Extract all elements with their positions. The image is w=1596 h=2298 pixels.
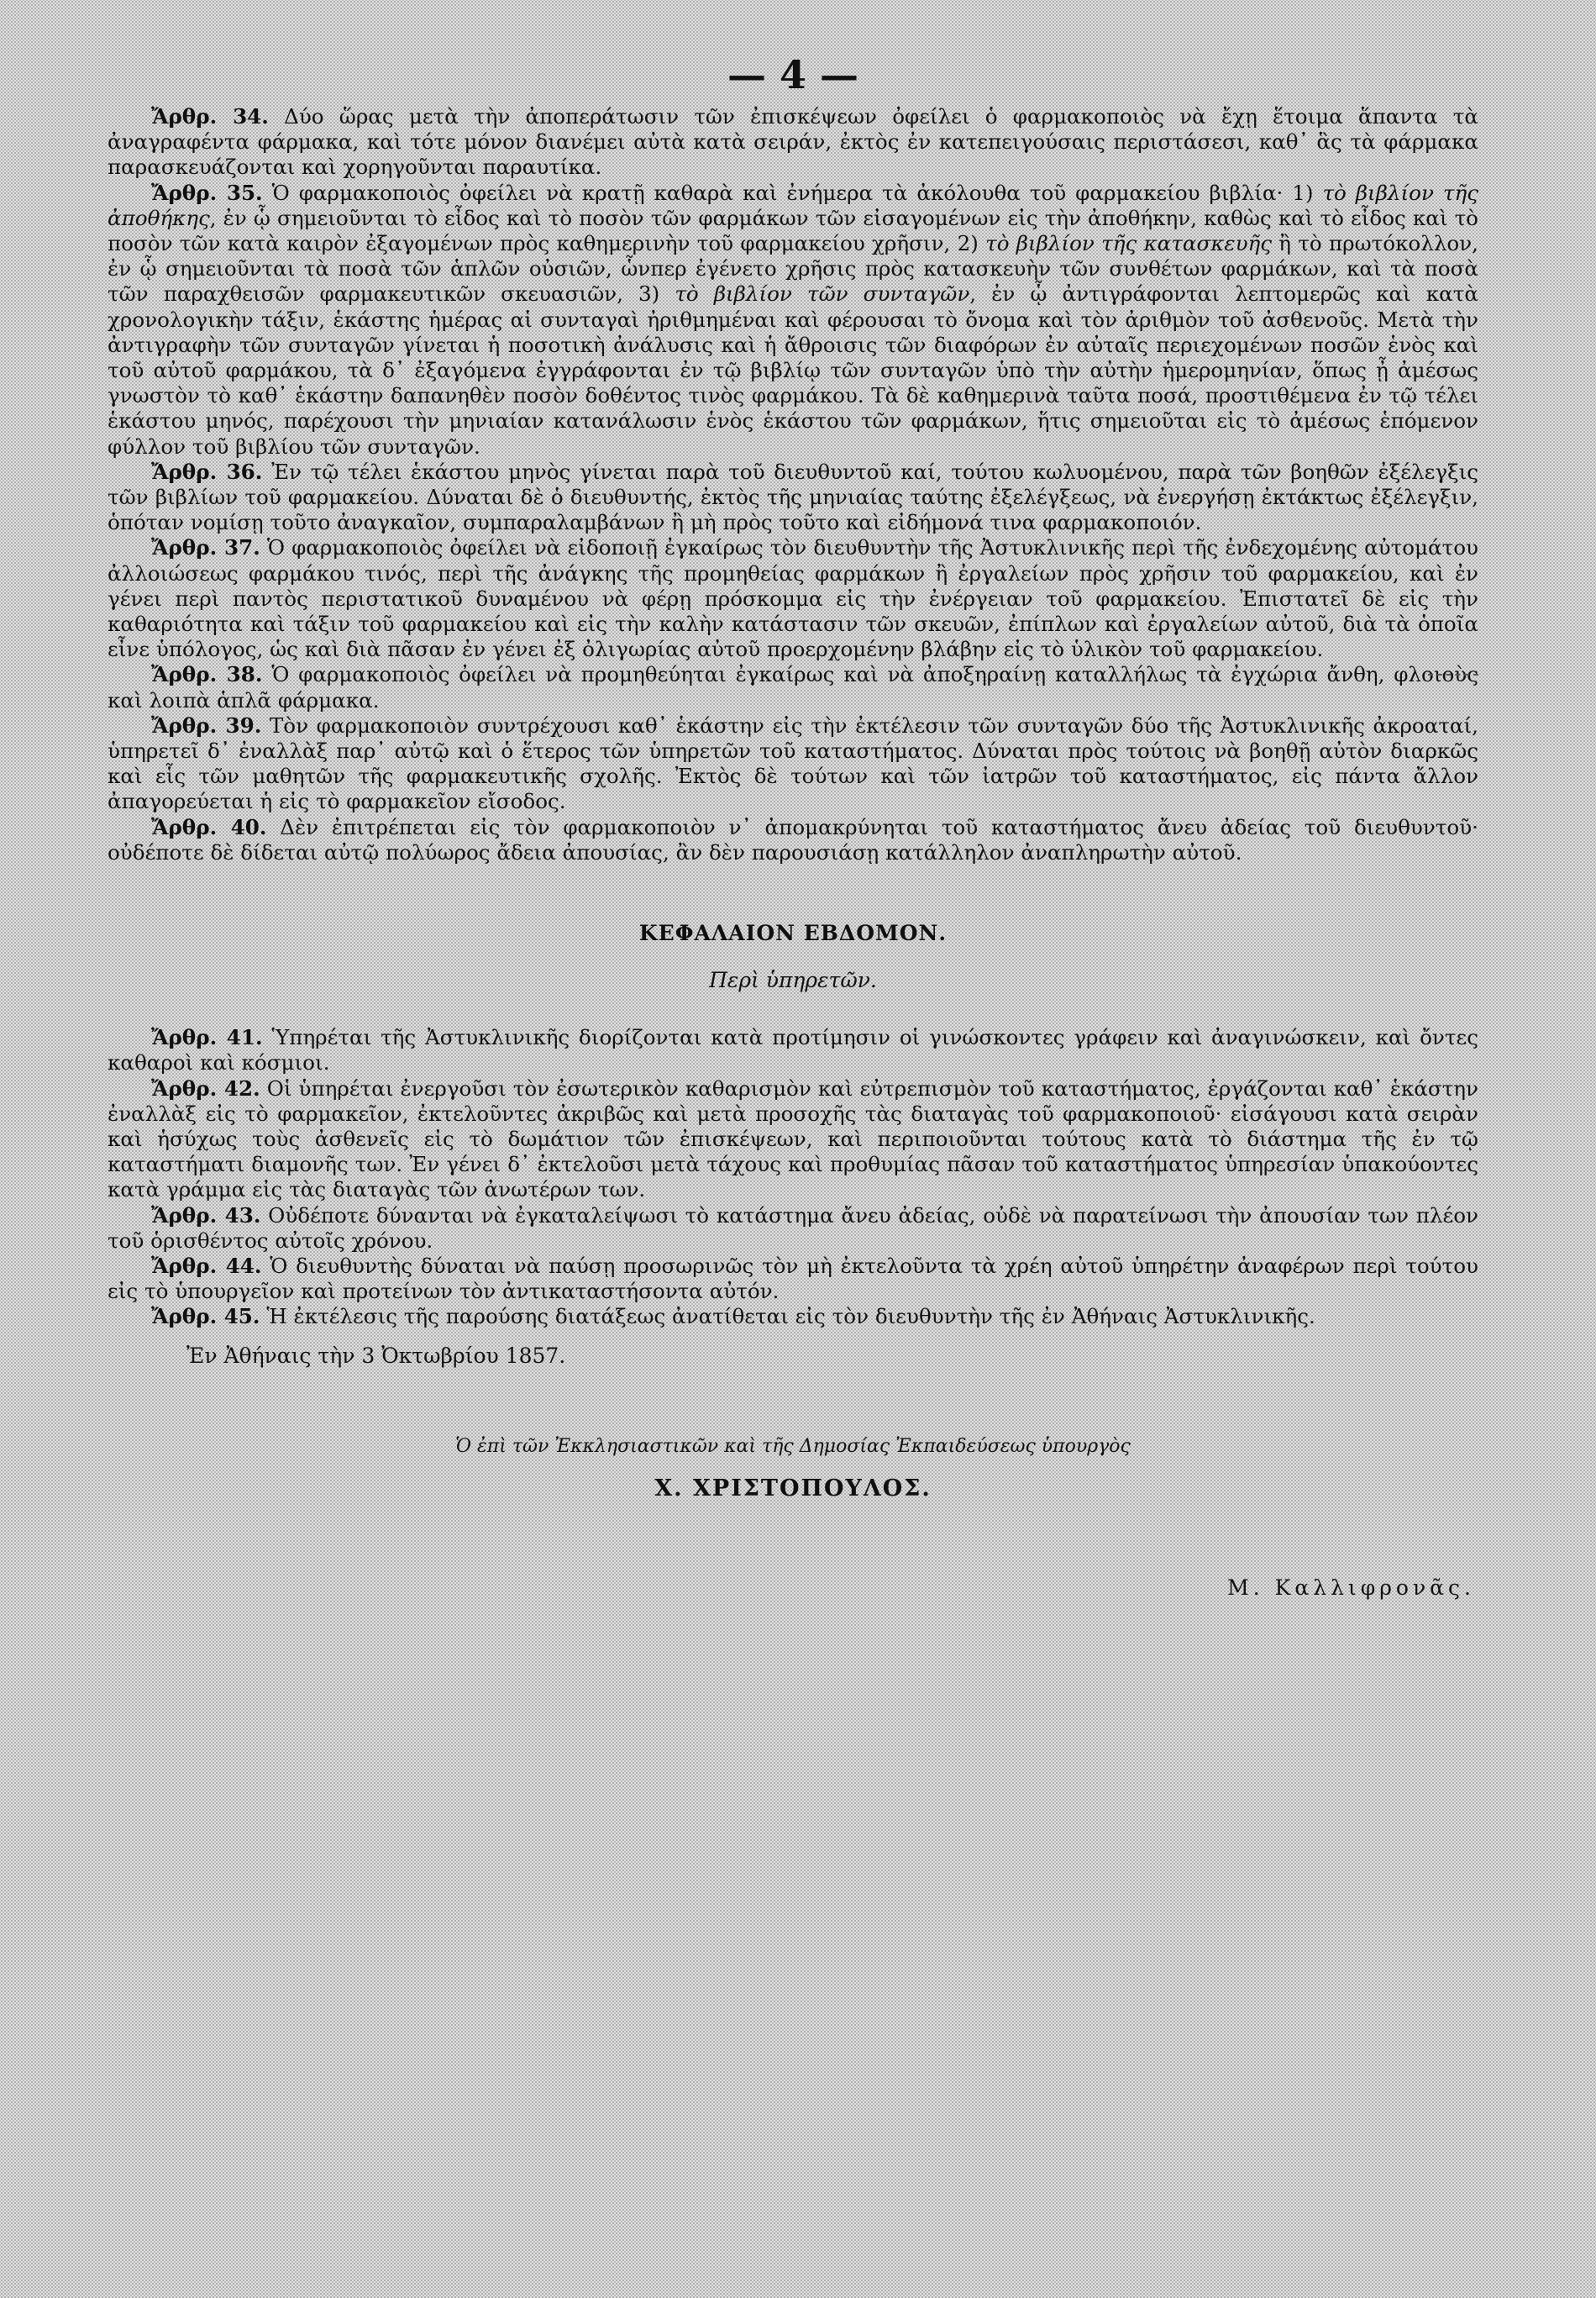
document-page <box>108 49 1478 2284</box>
article-paragraph <box>108 1203 1478 1254</box>
minister-title: Ὁ ἐπὶ τῶν Ἐκκλησιαστικῶν καὶ τῆς Δημοσίας Ἐκπαιδεύσεως ὑπουργὸς <box>455 1435 1131 1457</box>
article-paragraph <box>108 662 1478 713</box>
article-paragraph <box>108 1025 1478 1075</box>
article-label: Ἄρθρ. 36. <box>151 459 263 484</box>
articles-section-servants <box>108 1025 1478 1329</box>
article-label: Ἄρθρ. 45. <box>151 1304 260 1329</box>
article-text: Ὁ φαρμακοποιὸς ὀφείλει νὰ εἰδοποιῇ ἐγκαίρως τὸν διευθυντὴν τῆς Ἀστυκλινικῆς περὶ τῆς ἐνδεχομένης αὐτομάτου ἀλλοιώσεως φαρμάκου τινός, περὶ τῆς ἀνάγκης τῆς προμηθείας φαρμάκων ἢ ἐργαλείων πρὸς χρῆσιν τοῦ φαρμακείου, καὶ ἐν γένει περὶ παντὸς περιστατικοῦ δυναμένου νὰ φέρῃ πρόσκομμα εἰς τὴν ἐνέργειαν τοῦ φαρμακείου. Ἐπιστατεῖ δὲ εἰς τὴν καθαριότητα καὶ τάξιν τοῦ φαρμακείου καὶ εἰς τὴν καλὴν κατάστασιν τῶν σκευῶν, ἐπίπλων καὶ ἐργαλείων αὐτοῦ, διὰ τὰ ὁποῖα εἶνε ὑπόλογος, ὡς καὶ διὰ πᾶσαν ἐν γένει ἐξ ὀλιγωρίας αὐτοῦ προερχομένην βλάβην εἰς τὸ ὑλικὸν τοῦ φαρμακείου. <box>108 535 1478 662</box>
article-label: Ἄρθρ. 35. <box>151 180 263 205</box>
article-text: Τὸν φαρμακοποιὸν συντρέχουσι καθ᾽ ἑκάστην εἰς τὴν ἐκτέλεσιν τῶν συνταγῶν δύο τῆς Ἀστυκλινικῆς ἀκροαταί, ὑπηρετεῖ δ᾽ ἐναλλὰξ παρ᾽ αὐτῷ καὶ ὁ ἕτερος τῶν ὑπηρετῶν τοῦ καταστήματος. Δύναται πρὸς τούτοις νὰ βοηθῇ αὐτὸν διαρκῶς καὶ εἷς τῶν μαθητῶν τῆς φαρμακευτικῆς σχολῆς. Ἐκτὸς δὲ τούτων καὶ τῶν ἰατρῶν τοῦ καταστήματος, εἰς πάντα ἄλλον ἀπαγορεύεται ἡ εἰς τὸ φαρμακεῖον εἴσοδος. <box>108 713 1478 814</box>
chapter-heading: ΚΕΦΑΛΑΙΟΝ ΕΒΔΟΜΟΝ. <box>638 921 948 946</box>
book-title-text: τὸ βιβλίον τῶν συνταγῶν <box>675 281 970 307</box>
article-label: Ἄρθρ. 40. <box>151 814 267 839</box>
article-text: Οἱ ὑπηρέται ἐνεργοῦσι τὸν ἐσωτερικὸν καθαρισμὸν καὶ εὐτρεπισμὸν τοῦ καταστήματος, ἐργάζονται καθ᾽ ἑκάστην ἐναλλὰξ εἰς τὸ φαρμακεῖον, ἐκτελοῦντες ἀκριβῶς καὶ μετὰ προσοχῆς τὰς διαταγὰς τοῦ φαρμακοποιοῦ· εἰσάγουσι κατὰ σειρὰν καὶ ἡσύχως τοὺς ἀσθενεῖς εἰς τὸ δωμάτιον τῶν ἐπισκέψεων, καὶ περιποιοῦνται τούτους κατὰ τὸ διάστημα τῆς ἐν τῷ καταστήματι διαμονῆς των. Ἐν γένει δ᾽ ἐκτελοῦσι μετὰ τάχους καὶ προθυμίας πᾶσαν τοῦ καταστήματος ὑπηρεσίαν ὑπακούοντες κατὰ γράμμα εἰς τὰς διαταγὰς τῶν ἀνωτέρων των. <box>108 1075 1478 1202</box>
article-paragraph <box>108 535 1478 662</box>
book-title-text: τὸ βιβλίον τῆς κατασκευῆς <box>985 231 1273 256</box>
article-text: Ἡ ἐκτέλεσις τῆς παρούσης διατάξεως ἀνατίθεται εἰς τὸν διευθυντὴν τῆς ἐν Ἀθήναις Ἀστυκλινικῆς. <box>266 1304 1315 1329</box>
date-line: Ἐν Ἀθήναις τὴν 3 Ὀκτωβρίου 1857. <box>186 1343 566 1368</box>
article-paragraph <box>108 713 1478 815</box>
article-text: Δὲν ἐπιτρέπεται εἰς τὸν φαρμακοποιὸν ν᾽ ἀπομακρύνηται τοῦ καταστήματος ἄνευ ἀδείας τοῦ διευθυντοῦ· οὐδέποτε δὲ δίδεται αὐτῷ πολύωρος ἄδεια ἀπουσίας, ἂν δὲν παρουσιάσῃ κατάλληλον ἀναπληρωτὴν αὐτοῦ. <box>108 814 1478 865</box>
article-label: Ἄρθρ. 39. <box>151 713 262 738</box>
article-text: , ἐν ᾧ σημειοῦνται τὸ εἶδος καὶ τὸ ποσὸν τῶν φαρμάκων τῶν εἰσαγομένων εἰς τὴν ἀποθήκην, καθὼς καὶ τὸ εἶδος καὶ τὸ ποσὸν τῶν κατὰ καιρὸν ἐξαγομένων πρὸς καθημερινὴν τοῦ φαρμακείου χρῆσιν, 2) <box>108 205 1478 256</box>
article-label: Ἄρθρ. 43. <box>151 1202 261 1228</box>
article-label: Ἄρθρ. 44. <box>151 1253 262 1278</box>
article-paragraph <box>108 460 1478 536</box>
article-paragraph <box>108 1076 1478 1203</box>
article-text: Ὑπηρέται τῆς Ἀστυκλινικῆς διορίζονται κατὰ προτίμησιν οἱ γινώσκοντες γράφειν καὶ ἀναγινώσκειν, καὶ ὄντες καθαροὶ καὶ κόσμιοι. <box>108 1025 1478 1075</box>
article-text: Ὁ διευθυντὴς δύναται νὰ παύσῃ προσωρινῶς τὸν μὴ ἐκτελοῦντα τὰ χρέη αὐτοῦ ὑπηρέτην ἀναφέρων περὶ τούτου εἰς τὸ ὑπουργεῖον καὶ προτείνων τὸν ἀντικαταστήσοντα αὐτόν. <box>108 1253 1478 1304</box>
article-paragraph <box>108 181 1478 460</box>
page-number: — 4 — <box>727 52 859 97</box>
article-paragraph <box>108 1254 1478 1304</box>
article-label: Ἄρθρ. 42. <box>151 1075 260 1101</box>
article-paragraph <box>108 815 1478 865</box>
article-text: Ἐν τῷ τέλει ἑκάστου μηνὸς γίνεται παρὰ τοῦ διευθυντοῦ καί, τούτου κωλυομένου, παρὰ τῶν βοηθῶν ἐξέλεγξις τῶν βιβλίων τοῦ φαρμακείου. Δύναται δὲ ὁ διευθυντής, ἐκτὸς τῆς μηνιαίας ταύτης ἐξελέγξεως, νὰ ἐνεργήσῃ ἐκτάκτως ἐξέλεγξιν, ὁπόταν νομίσῃ τοῦτο ἀναγκαῖον, συμπαραλαμβάνων ἢ μὴ πρὸς τοῦτο καὶ εἰδήμονά τινα φαρμακοποιόν. <box>108 459 1478 535</box>
article-text: , ἐν ᾧ ἀντιγράφονται λεπτομερῶς καὶ κατὰ χρονολογικὴν τάξιν, ἑκάστης ἡμέρας αἱ συνταγαὶ ἠριθμημέναι καὶ φέρουσαι τὸ ὄνομα καὶ τὸν ἀριθμὸν τοῦ ἀσθενοῦς. Μετὰ τὴν ἀντιγραφὴν τῶν συνταγῶν γίνεται ἡ ποσοτικὴ ἀνάλυσις καὶ ἡ ἄθροισις τῶν διαφόρων ἐν αὐταῖς περιεχομένων ποσῶν ἑνὸς καὶ τοῦ αὐτοῦ φαρμάκου, τὰ δ᾽ ἐξαγόμενα ἐγγράφονται ἐν τῷ βιβλίῳ τῶν συνταγῶν ὑπὸ τὴν αὐτὴν ἡμερομηνίαν, ὅπως ᾖ ἀμέσως γνωστὸν τὸ καθ᾽ ἑκάστην δαπανηθὲν ποσὸν δοθέντος τινὸς φαρμάκου. Τὰ δὲ καθημερινὰ ταῦτα ποσά, προστιθέμενα ἐν τῷ τέλει ἑκάστου μηνός, παρέχουσι τὴν μηνιαίαν κατανάλωσιν ἑνὸς ἑκάστου τῶν φαρμάκων, ἥτις σημειοῦται εἰς τὸ ἀμέσως ἑπόμενον φύλλον τοῦ βιβλίου τῶν συνταγῶν. <box>108 281 1478 459</box>
book-title-text: τὸ βιβλίον τῆς ἀποθήκης <box>108 180 1478 230</box>
articles-section <box>108 104 1478 865</box>
article-label: Ἄρθρ. 34. <box>151 104 269 129</box>
article-text: Ὁ φαρμακοποιὸς ὀφείλει νὰ κρατῇ καθαρὰ καὶ ἐνήμερα τὰ ἀκόλουθα τοῦ φαρμακείου βιβλία· 1) <box>271 180 1323 205</box>
article-label: Ἄρθρ. 37. <box>151 535 260 560</box>
article-label: Ἄρθρ. 38. <box>151 662 263 687</box>
article-paragraph <box>108 104 1478 181</box>
article-label: Ἄρθρ. 41. <box>151 1025 263 1050</box>
article-text: Ὁ φαρμακοποιὸς ὀφείλει νὰ προμηθεύηται ἐγκαίρως καὶ νὰ ἀποξηραίνῃ καταλλήλως τὰ ἐγχώρια ἄνθη, φλοιοὺς καὶ λοιπὰ ἁπλᾶ φάρμακα. <box>108 662 1479 713</box>
signatory-name: Χ. ΧΡΙΣΤΟΠΟΥΛΟΣ. <box>654 1475 932 1501</box>
chapter-subtitle: Περὶ ὑπηρετῶν. <box>709 968 877 993</box>
article-text: Οὐδέποτε δύνανται νὰ ἐγκαταλείψωσι τὸ κατάστημα ἄνευ ἀδείας, οὐδὲ νὰ παρατείνωσι τὴν ἀπουσίαν των πλέον τοῦ ὁρισθέντος αὐτοῖς χρόνου. <box>108 1202 1478 1253</box>
margin-dash-mark <box>1428 674 1478 676</box>
countersign-name: Μ. Καλλιφρονᾶς. <box>1227 1575 1475 1600</box>
article-text: Δύο ὥρας μετὰ τὴν ἀποπεράτωσιν τῶν ἐπισκέψεων ὀφείλει ὁ φαρμακοποιὸς νὰ ἔχῃ ἕτοιμα ἅπαντα τὰ ἀναγραφέντα φάρμακα, καὶ τότε μόνον διανέμει αὐτὰ κατὰ σειράν, ἐκτὸς ἐν κατεπειγούσαις περιστάσεσι, καθ᾽ ἃς τὰ φάρμακα παρασκευάζονται καὶ χορηγοῦνται παραυτίκα. <box>108 104 1478 180</box>
article-text: ἢ τὸ πρωτόκολλον, ἐν ᾧ σημειοῦνται τὰ ποσὰ τῶν ἁπλῶν οὐσιῶν, ὧνπερ ἐγένετο χρῆσις πρὸς κατασκευὴν τῶν συνθέτων φαρμάκων, καὶ τὰ ποσὰ τῶν παραχθεισῶν φαρμακευτικῶν σκευασιῶν, 3) <box>108 231 1478 307</box>
article-paragraph <box>108 1304 1478 1329</box>
